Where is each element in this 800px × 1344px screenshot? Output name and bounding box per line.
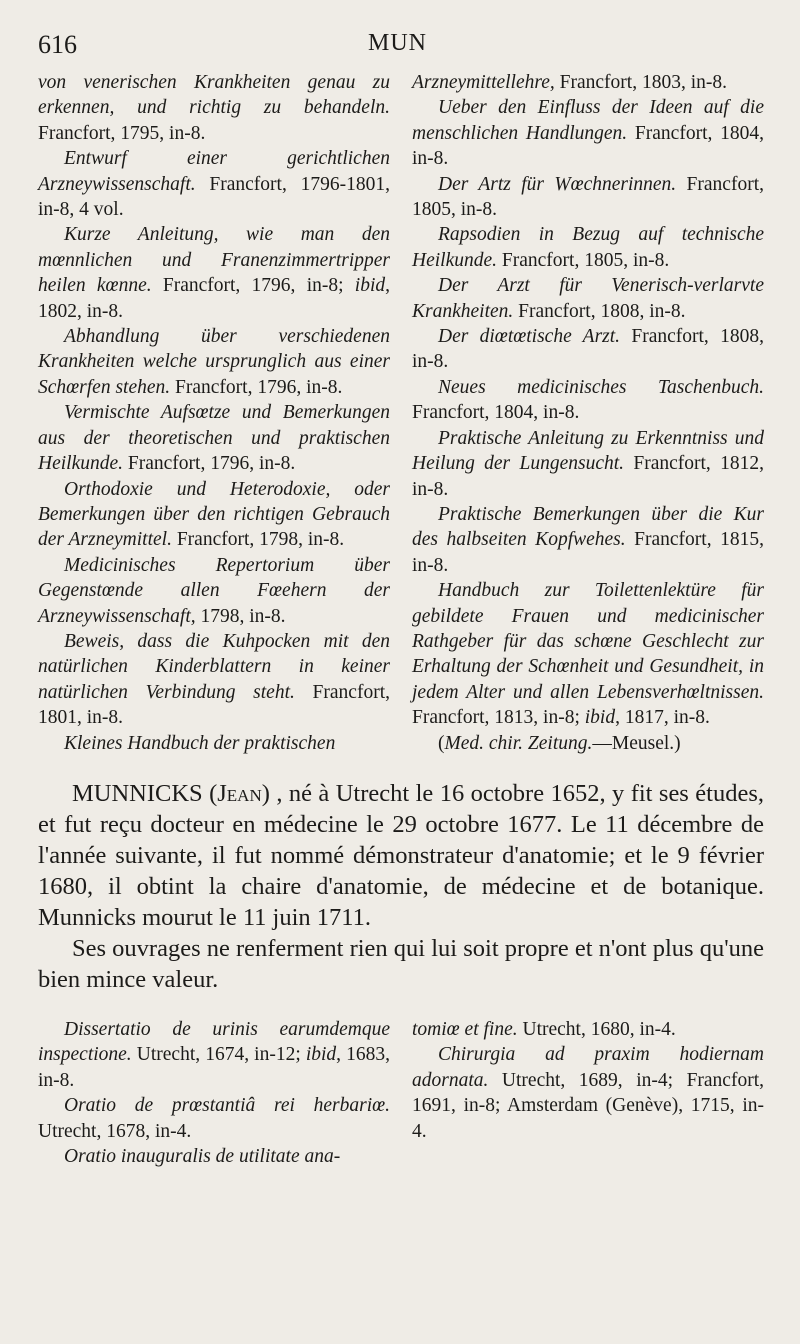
bibliography-entry — [412, 1042, 764, 1144]
bibliography-entry — [38, 1017, 390, 1093]
entry-reprint-publication: , 1802, in-8. — [38, 275, 390, 322]
entry-publication: Utrecht, 1689, in-4; Francfort, 1691, in-8; Amsterdam (Genève), 1715, in-4. — [412, 1069, 764, 1142]
bibliography-entry — [412, 426, 764, 502]
entry-publication: Francfort, 1815, in-8. — [412, 529, 764, 576]
entry-title: Chirurgia ad praxim hodiernam adornata. — [412, 1044, 764, 1091]
page-number: 616 — [38, 30, 77, 59]
biography-assessment: Ses ouvrages ne renferment rien qui lui soit propre et n'ont plus qu'une bien mince valeur. — [38, 934, 764, 993]
entry-publication: Francfort, 1808, in-8. — [412, 326, 764, 373]
entry-title: Neues medicinisches Taschenbuch. — [438, 376, 764, 398]
biography-section — [38, 778, 764, 995]
left-column-bottom — [38, 1017, 390, 1169]
biography-name: MUNNICKS — [72, 779, 203, 807]
bibliography-entry — [412, 324, 764, 375]
bibliography-entry — [412, 70, 764, 95]
entry-title: Vermischte Aufsœtze und Bemerkungen aus der theoretischen und praktischen Heilkunde. — [38, 402, 390, 475]
biography-paragraph: MUNNICKS (Jean) , né à Utrecht le 16 octobre 1652, y fit ses études, et fut reçu docteur en médecine le 29 octobre 1677. Le 11 décembre de l'année suivante, il fut nommé démonstrateur d'anatomie; et le 9 février 1680, il obtint la chaire d'anatomie, de médecine et de botanique. Munnicks mourut le 11 juin 1711. — [38, 779, 764, 931]
credit-rest: —Meusel.) — [592, 732, 681, 754]
bibliography-entry — [38, 1144, 390, 1169]
bibliography-entry — [38, 477, 390, 553]
bibliography-entry — [412, 95, 764, 171]
entry-publication: Francfort, 1803, in-8. — [554, 72, 727, 93]
entry-publication: Utrecht, 1674, in-12; — [131, 1044, 306, 1066]
entry-publication: Francfort, 1801, in-8. — [38, 681, 390, 729]
bibliography-entry — [412, 578, 764, 730]
entry-title: Handbuch zur Toilettenlektüre für gebildete Frauen und medicinischer Rathgeber für das schœne Geschlecht zur Erhaltung der Schœnheit und Gesundheit, in jedem Alter und allen Lebensverhœltnissen. — [412, 580, 764, 703]
entry-title: Arzneymittellehre, — [412, 72, 555, 93]
bibliography-entry — [412, 222, 764, 273]
entry-publication: Francfort, 1796, in-8. — [170, 376, 343, 398]
left-column-top — [38, 70, 390, 756]
entry-publication: 1798, in-8. — [195, 605, 286, 627]
bibliography-entry — [38, 553, 390, 629]
entry-reprint-title: ibid — [305, 1044, 337, 1066]
entry-publication: Francfort, 1795, in-8. — [38, 122, 206, 144]
entry-title: Orthodoxie und Heterodoxie, oder Bemerkungen über den richtigen Gebrauch der Arzneymittel. — [38, 478, 390, 551]
entry-publication: Francfort, 1804, in-8. — [412, 122, 764, 170]
entry-publication: Francfort, 1798, in-8. — [171, 529, 345, 551]
entry-title: tomiœ et fine. — [412, 1018, 518, 1040]
entry-reprint-publication: , 1683, in-8. — [38, 1044, 391, 1091]
entry-title: Kleines Handbuch der praktischen — [64, 732, 336, 754]
entry-publication: Utrecht, 1678, in-4. — [38, 1120, 192, 1142]
source-credit — [412, 731, 764, 756]
entry-publication: Francfort, 1804, in-8. — [412, 402, 580, 424]
entry-title: Der diœtœtische Arzt. — [438, 326, 621, 348]
entry-publication: Francfort, 1813, in-8; — [412, 707, 585, 729]
entry-title: Kurze Anleitung, wie man den mœnnlichen und Franenzimmertripper heilen kœnne. — [38, 224, 390, 297]
entry-title: Praktische Bemerkungen über die Kur des halbseiten Kopfwehes. — [412, 503, 764, 551]
bibliography-entry — [38, 1093, 390, 1144]
entry-title: Oratio de prœstantiâ rei herbariœ. — [64, 1095, 390, 1117]
entry-title: Ueber den Einfluss der Ideen auf die menschlichen Handlungen. — [412, 97, 764, 144]
page-header — [38, 30, 764, 70]
entry-title: Der Arzt für Venerisch-verlarvte Krankheiten. — [412, 275, 764, 322]
bibliography-entry — [38, 324, 390, 400]
entry-title: Dissertatio de urinis earumdemque inspectione. — [38, 1018, 390, 1066]
entry-title: Abhandlung über verschiedenen Krankheiten welche ursprunglich aus einer Schœrfen stehen. — [38, 326, 390, 398]
entry-title: Praktische Anleitung zu Erkenntniss und Heilung der Lungensucht. — [412, 427, 764, 475]
bibliography-entry — [38, 731, 390, 756]
entry-title: Der Artz für Wœchnerinnen. — [438, 173, 677, 195]
entry-title: Rapsodien in Bezug auf technische Heilkunde. — [412, 224, 764, 271]
entry-title: Medicinisches Repertorium über Gegenstœnde allen Fœehern der Arzneywissenschaft, — [38, 554, 390, 627]
entry-reprint-title: ibid — [584, 707, 616, 729]
entry-publication: Francfort, 1796, in-8; — [151, 275, 355, 297]
right-column-top — [412, 70, 764, 756]
entry-publication: Francfort, 1796, in-8. — [123, 453, 296, 475]
bibliography-entry — [412, 1017, 764, 1042]
bibliography-entry — [38, 70, 390, 146]
credit-title: Med. chir. Zeitung. — [444, 732, 593, 754]
bibliography-bottom — [38, 1017, 764, 1169]
biography-first-name: Jean — [217, 779, 262, 807]
entry-publication: Francfort, 1812, in-8. — [412, 453, 764, 500]
entry-title: von venerischen Krankheiten genau zu erkennen, und richtig zu behandeln. — [38, 72, 390, 119]
entry-publication: Francfort, 1808, in-8. — [513, 300, 686, 322]
entry-title: Entwurf einer gerichtlichen Arzneywissenschaft. — [38, 148, 390, 195]
bibliography-entry — [412, 502, 764, 578]
entry-publication: Francfort, 1805, in-8. — [497, 249, 670, 271]
entry-publication: Francfort, 1805, in-8. — [412, 173, 764, 221]
bibliography-entry — [412, 375, 764, 426]
biography-text: , né à Utrecht le 16 octobre 1652, y fit ses études, et fut reçu docteur en médecine le 29 octobre 1677. Le 11 décembre de l'année suivante, il fut nommé démonstrateur d'anatomie; et le 9 février 1680, il obtint la chaire d'anatomie, de médecine et de botanique. Munnicks mourut le 11 juin 1711. — [38, 779, 764, 931]
bibliography-entry — [38, 400, 390, 476]
right-column-bottom — [412, 1017, 764, 1169]
bibliography-entry — [38, 629, 390, 731]
bibliography-top — [38, 70, 764, 756]
entry-title: Beweis, dass die Kuhpocken mit den natürlichen Kinderblattern in keiner natürlichen Verbindung steht. — [38, 630, 390, 703]
bibliography-entry — [412, 172, 764, 223]
entry-reprint-publication: , 1817, in-8. — [615, 707, 710, 729]
entry-title: Oratio inauguralis de utilitate ana- — [64, 1146, 341, 1167]
credit-open: ( — [438, 732, 445, 754]
entry-publication: Utrecht, 1680, in-4. — [517, 1018, 676, 1040]
bibliography-entry — [38, 146, 390, 222]
entry-publication: Francfort, 1796-1801, in-8, 4 vol. — [38, 173, 390, 221]
bibliography-entry — [412, 273, 764, 324]
running-head: MUN — [368, 30, 428, 56]
entry-reprint-title: ibid — [354, 275, 386, 297]
bibliography-entry — [38, 222, 390, 324]
